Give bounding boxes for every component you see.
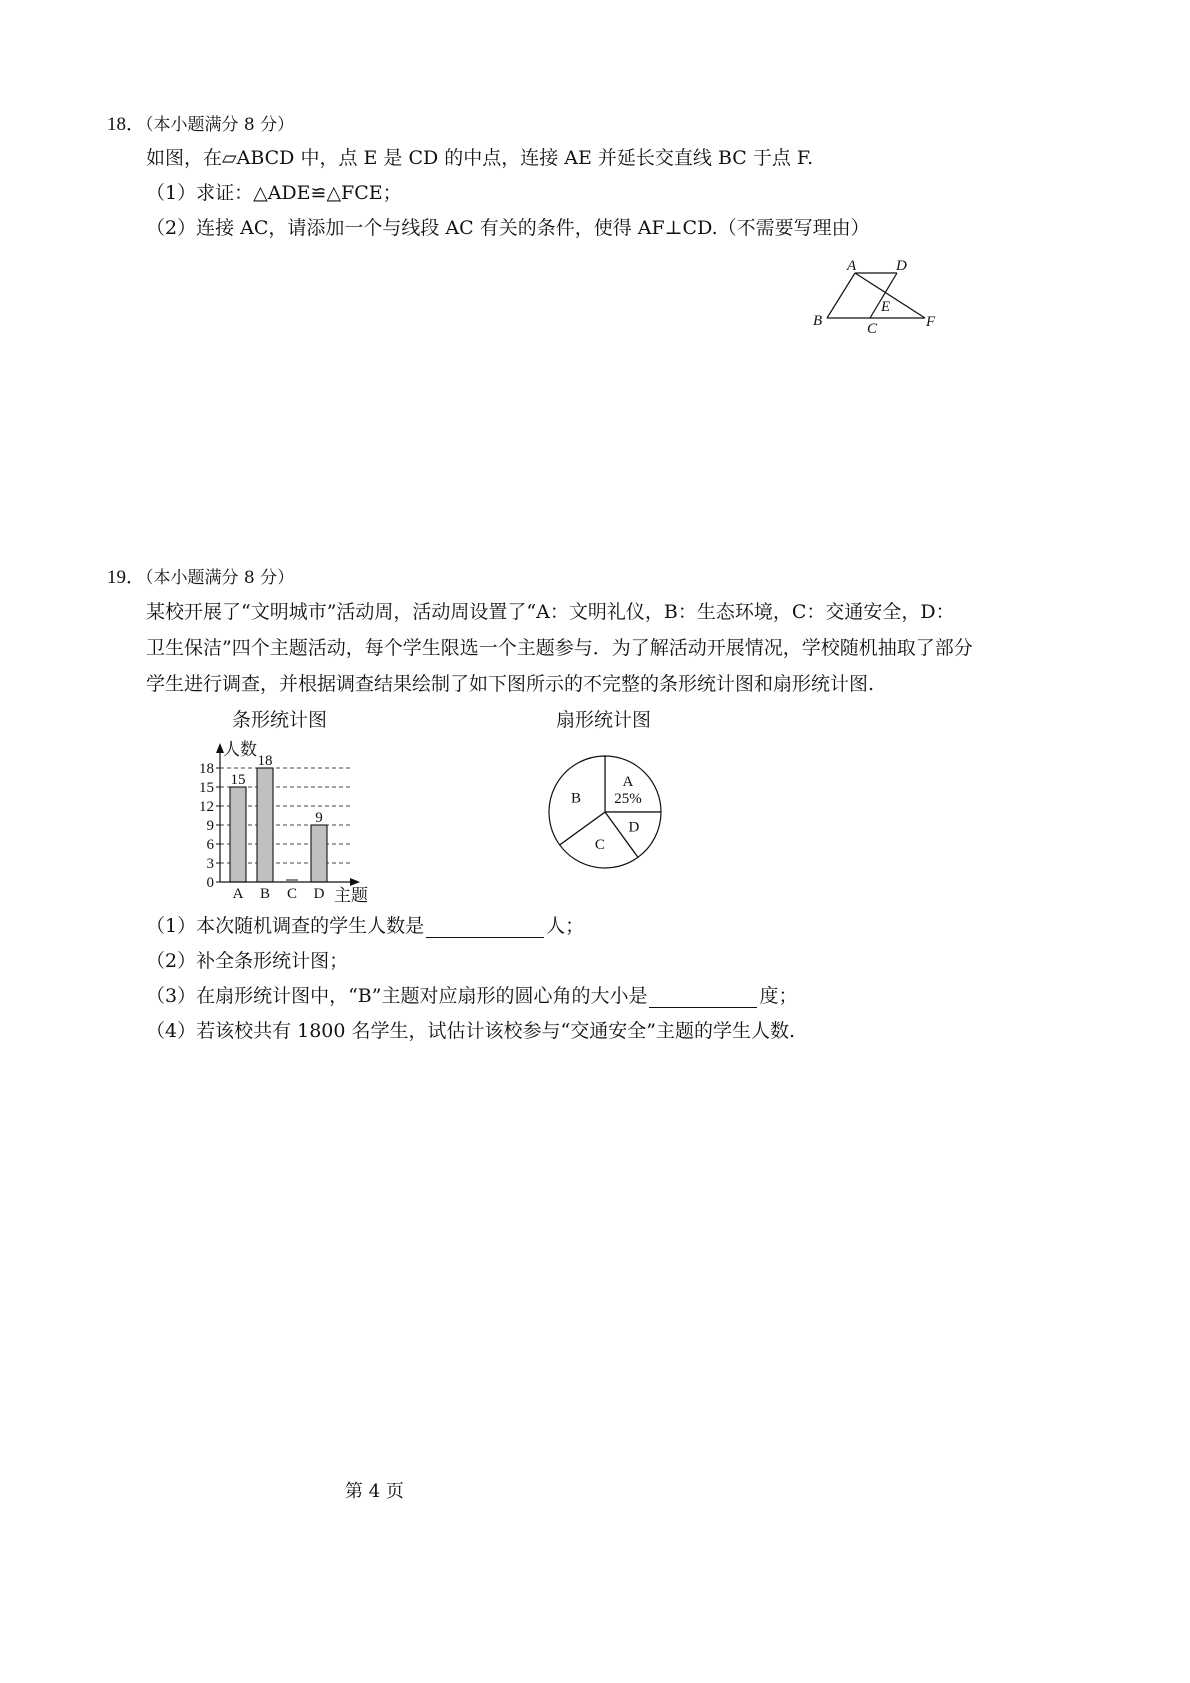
q19-part1 [146, 914, 584, 938]
x-axis-label: 主题 [334, 886, 368, 905]
q19-part1-answer-blank[interactable] [426, 917, 544, 938]
q19-part2: （2）补全条形统计图； [146, 950, 349, 972]
page-number: 第 4 页 [345, 1481, 404, 1502]
pie-label-A: A [622, 774, 634, 791]
data-label-D: 9 [315, 810, 323, 826]
q18-part1: （1）求证：△ADE≌△FCE； [146, 182, 402, 204]
q18-part2: （2）连接 AC，请添加一个与线段 AC 有关的条件，使得 AF⊥CD.（不需要写理由） [146, 217, 870, 239]
bar-chart-title: 条形统计图 [232, 709, 328, 731]
x-tick-label-B: B [259, 886, 271, 902]
pie-label-D: D [628, 819, 640, 836]
q18-points: （本小题满分 8 分） [145, 115, 295, 135]
q18-stem: 如图，在▱ABCD 中，点 E 是 CD 的中点，连接 AE 并延长交直线 BC 于点 F. [146, 147, 814, 169]
y-tick-label: 15 [199, 780, 214, 796]
data-label-A: 15 [230, 772, 246, 788]
fig-label-E: E [881, 299, 891, 315]
bar-chart [190, 735, 380, 910]
y-axis-label: 人数 [223, 740, 257, 759]
x-axis-arrow [350, 878, 360, 886]
q19-points: （本小题满分 8 分） [145, 568, 295, 588]
q19-part1-unit: 人； [546, 915, 585, 937]
x-tick-label-C: C [286, 886, 298, 902]
pie-percent-label-A: 25% [614, 791, 642, 808]
q19-part3 [146, 984, 798, 1008]
fig-label-D: D [896, 258, 907, 274]
x-tick-label-D: D [313, 886, 325, 902]
pie-chart [540, 747, 670, 877]
y-tick-label: 9 [206, 818, 214, 834]
bar-A [230, 787, 246, 882]
q19-number: 19． [107, 567, 146, 588]
q19-stem-line2: 卫生保洁”四个主题活动，每个学生限选一个主题参与．为了解活动开展情况，学校随机抽取了部分 [146, 637, 973, 659]
fig-label-C: C [867, 321, 878, 337]
pie-chart-title: 扇形统计图 [556, 709, 652, 731]
pie-label-C: C [594, 837, 605, 854]
q19-stem-line3: 学生进行调查，并根据调查结果绘制了如下图所示的不完整的条形统计图和扇形统计图. [146, 673, 875, 695]
q19-header [107, 565, 294, 590]
q19-part3-text: （3）在扇形统计图中，“B”主题对应扇形的圆心角的大小是 [146, 985, 648, 1007]
pie-label-B: B [571, 790, 582, 807]
q18-parallelogram-figure [805, 253, 950, 338]
x-tick-label-A: A [232, 886, 244, 902]
q19-part3-unit: 度； [759, 985, 798, 1007]
bar-B [257, 768, 273, 882]
y-tick-label: 6 [206, 837, 214, 853]
data-label-B: 18 [257, 753, 273, 769]
y-tick-label: 3 [206, 856, 214, 872]
bar-D [311, 825, 327, 882]
fig-label-F: F [926, 314, 936, 330]
fig-label-B: B [813, 313, 823, 329]
y-tick-label: 0 [206, 875, 214, 891]
q19-stem-line1: 某校开展了“文明城市”活动周，活动周设置了“A：文明礼仪，B：生态环境，C：交通安全，D： [146, 601, 955, 623]
q19-part1-text: （1）本次随机调查的学生人数是 [146, 915, 425, 937]
fig-label-A: A [847, 258, 857, 274]
y-tick-label: 12 [199, 799, 214, 815]
y-tick-label: 18 [199, 761, 214, 777]
q18-number: 18． [107, 114, 146, 135]
q19-part3-answer-blank[interactable] [649, 987, 757, 1008]
q18-header [107, 112, 294, 137]
q19-part4: （4）若该校共有 1800 名学生，试估计该校参与“交通安全”主题的学生人数. [146, 1020, 795, 1042]
